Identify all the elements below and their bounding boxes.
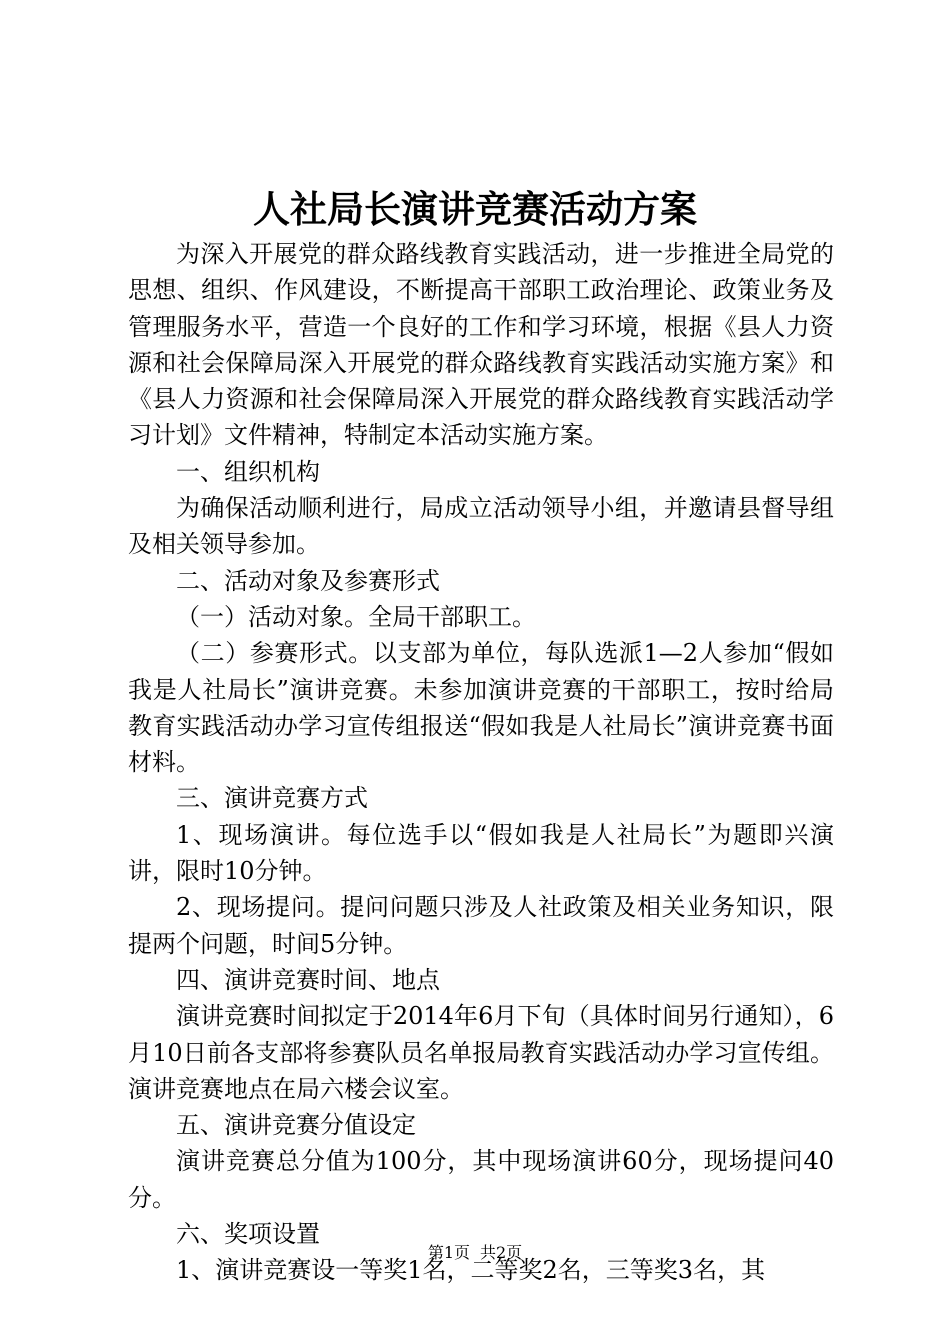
method-questions-paragraph: 2、现场提问。提问问题只涉及人社政策及相关业务知识，限提两个问题，时间5分钟。 (128, 893, 834, 958)
section-heading-method: 三、演讲竞赛方式 (176, 784, 368, 813)
document-body (128, 236, 834, 1289)
participants-paragraph: （一）活动对象。全局干部职工。 (176, 602, 536, 631)
organization-paragraph: 为确保活动顺利进行，局成立活动领导小组，并邀请县督导组及相关领导参加。 (128, 494, 834, 559)
intro-paragraph: 为深入开展党的群众路线教育实践活动，进一步推进全局党的思想、组织、作风建设，不断提高干部职工政治理论、政策业务及管理服务水平，营造一个良好的工作和学习环境，根据《县人力资源和社会保障局深入开展党的群众路线教育实践活动实施方案》和《县人力资源和社会保障局深入开展党的群众路线教育实践活动学习计划》文件精神，特制定本活动实施方案。 (128, 240, 834, 450)
document-title: 人社局长演讲竞赛活动方案 (253, 187, 697, 231)
time-place-paragraph: 演讲竞赛时间拟定于2014年6月下旬（具体时间另行通知），6月10日前各支部将参赛队员名单报局教育实践活动办学习宣传组。演讲竞赛地点在局六楼会议室。 (128, 1002, 834, 1103)
section-heading-time-place: 四、演讲竞赛时间、地点 (176, 965, 440, 994)
format-paragraph: （二）参赛形式。以支部为单位，每队选派1—2人参加“假如我是人社局长”演讲竞赛。未参加演讲竞赛的干部职工，按时给局教育实践活动办学习宣传组报送“假如我是人社局长”演讲竞赛书面材料。 (128, 639, 834, 777)
page-total: 共2页 (480, 1243, 523, 1262)
method-speech-paragraph: 1、现场演讲。每位选手以“假如我是人社局长”为题即兴演讲，限时10分钟。 (128, 820, 834, 886)
section-heading-awards: 六、奖项设置 (176, 1220, 320, 1249)
scoring-paragraph: 演讲竞赛总分值为100分，其中现场演讲60分，现场提问40分。 (128, 1147, 834, 1212)
section-heading-participants: 二、活动对象及参赛形式 (176, 566, 440, 595)
page-number: 第1页 (427, 1243, 470, 1262)
section-heading-organization: 一、组织机构 (176, 457, 320, 486)
section-heading-scoring: 五、演讲竞赛分值设定 (176, 1111, 416, 1140)
awards-paragraph: 1、演讲竞赛设一等奖1名，二等奖2名，三等奖3名，其 (176, 1256, 766, 1285)
page-footer (0, 1242, 950, 1264)
